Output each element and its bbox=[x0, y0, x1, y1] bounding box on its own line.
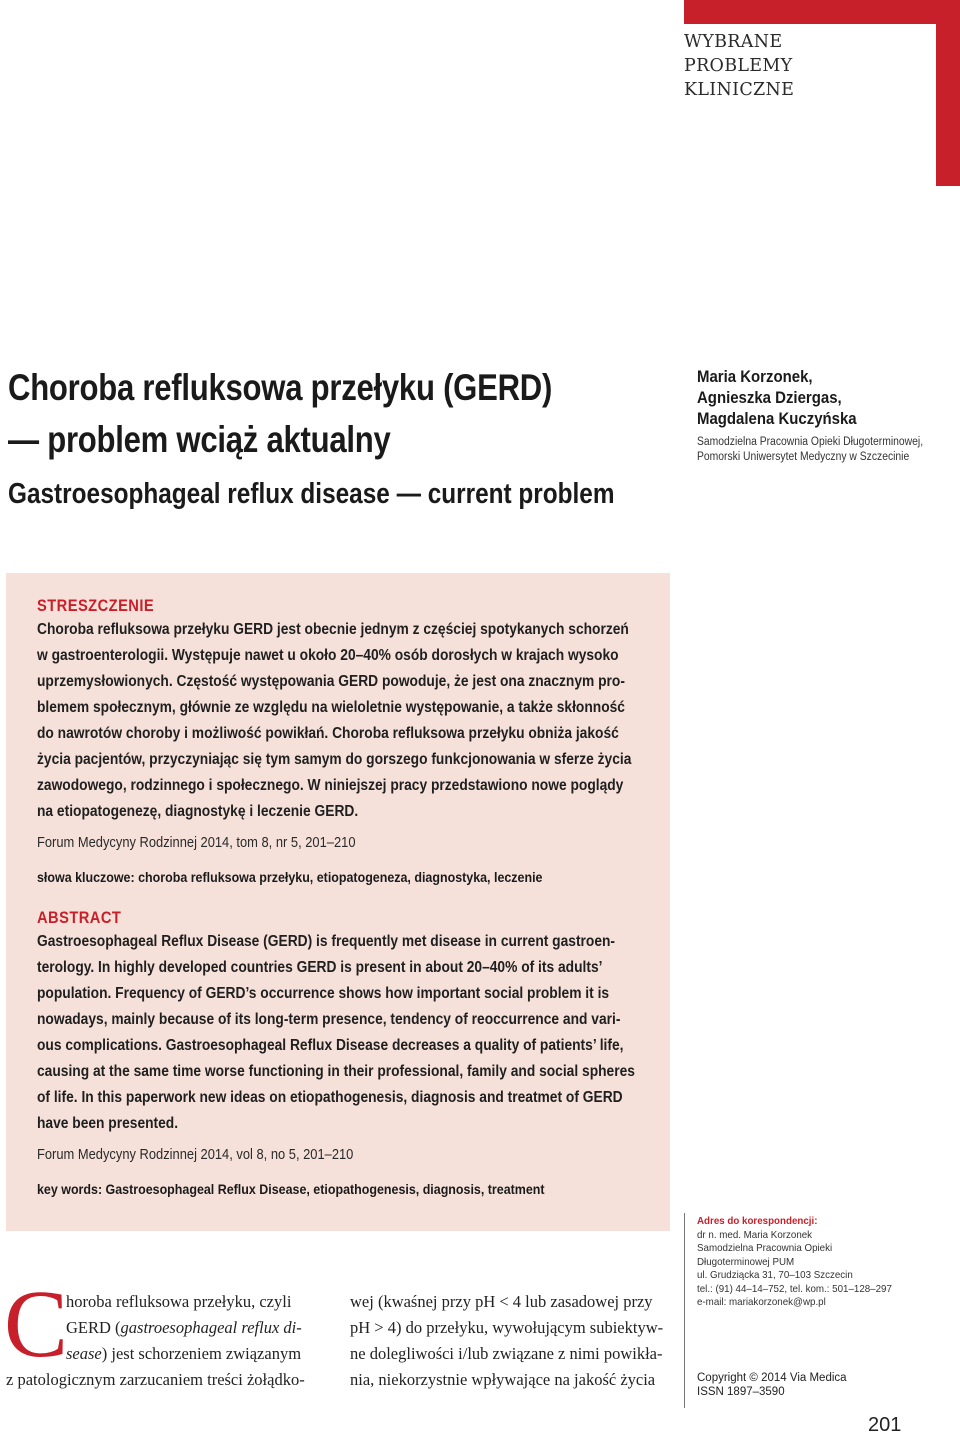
text-line: życia pacjentów, przyczyniając się tym samym do gorszego funkcjonowania w sferze życia bbox=[37, 751, 632, 768]
abstract-heading: ABSTRACT bbox=[37, 909, 122, 927]
streszczenie-heading: STRESZCZENIE bbox=[37, 597, 155, 615]
text-line: uprzemysłowionych. Częstość występowania GERD powoduje, że jest ona znacznym pro- bbox=[37, 673, 625, 690]
citation-english: Forum Medycyny Rodzinnej 2014, vol 8, no 5, 201–210 bbox=[37, 1147, 354, 1163]
correspondence-email: e-mail: mariakorzonek@wp.pl bbox=[697, 1296, 826, 1308]
text-line: na etiopatogenezę, diagnostykę i leczenie GERD. bbox=[37, 803, 359, 820]
issn-line: ISSN 1897–3590 bbox=[697, 1386, 785, 1398]
affiliation-line: Samodzielna Pracownia Opieki Długoterminowej, bbox=[697, 436, 924, 448]
author-names bbox=[697, 366, 926, 429]
correspondence-label: Adres do korespondencji: bbox=[697, 1215, 818, 1227]
section-label-line: PROBLEMY bbox=[684, 56, 793, 76]
keywords-polish: słowa kluczowe: choroba refluksowa przełyku, etiopatogeneza, diagnostyka, leczenie bbox=[37, 869, 543, 885]
keywords-english: key words: Gastroesophageal Reflux Disease, etiopathogenesis, diagnosis, treatment bbox=[37, 1181, 545, 1197]
drop-cap: C bbox=[4, 1270, 69, 1377]
page-number: 201 bbox=[868, 1414, 902, 1436]
body-line: nia, niekorzystnie wpływające na jakość życia bbox=[350, 1370, 656, 1389]
title-line: Choroba refluksowa przełyku (GERD) bbox=[8, 367, 553, 408]
text-line: terology. In highly developed countries GERD is present in about 20–40% of its adults’ bbox=[37, 959, 603, 976]
correspondence-line: dr n. med. Maria Korzonek bbox=[697, 1228, 813, 1241]
correspondence-line: ul. Grudziącka 31, 70–103 Szczecin bbox=[697, 1269, 853, 1281]
abstract-panel-content bbox=[37, 595, 642, 1199]
text-line: Choroba refluksowa przełyku GERD jest obecnie jednym z częściej spotykanych schorzeń bbox=[37, 621, 629, 638]
body-line: pH > 4) do przełyku, wywołującym subiektyw- bbox=[350, 1318, 664, 1337]
copyright-line: Copyright © 2014 Via Medica bbox=[697, 1372, 847, 1384]
column-divider bbox=[684, 1213, 685, 1408]
text-line: have been presented. bbox=[37, 1115, 179, 1132]
authors-block bbox=[697, 366, 957, 465]
text-line: population. Frequency of GERD’s occurrence shows how important social problem it is bbox=[37, 985, 610, 1002]
text-line: zawodowego, rodzinnego i społecznego. W niniejszej pracy przedstawiono nowe poglądy bbox=[37, 777, 624, 794]
affiliation-line: Pomorski Uniwersytet Medyczny w Szczecinie bbox=[697, 451, 910, 463]
citation-polish: Forum Medycyny Rodzinnej 2014, tom 8, nr 5, 201–210 bbox=[37, 835, 356, 851]
abstract-panel bbox=[6, 573, 670, 1231]
body-line: sease) jest schorzeniem związanym bbox=[66, 1344, 302, 1363]
author-name: Magdalena Kuczyńska bbox=[697, 409, 857, 428]
body-column-1 bbox=[6, 1289, 305, 1393]
body-line: ne dolegliwości i/lub związane z nimi powikła- bbox=[350, 1344, 663, 1363]
body-line: z patologicznym zarzucaniem treści żołądko- bbox=[6, 1370, 305, 1389]
body-line: horoba refluksowa przełyku, czyli bbox=[66, 1292, 292, 1311]
corner-accent-bar bbox=[684, 0, 960, 24]
text-line: w gastroenterologii. Występuje nawet u około 20–40% osób dorosłych w krajach wysoko bbox=[37, 647, 619, 664]
abstract-text bbox=[37, 929, 642, 1137]
text-line: causing at the same time worse functioning in their professional, family and social spheres bbox=[37, 1063, 635, 1080]
body-line: GERD (gastroesophageal reflux di- bbox=[66, 1318, 302, 1337]
section-label bbox=[684, 30, 924, 102]
body-line: wej (kwaśnej przy pH < 4 lub zasadowej przy bbox=[350, 1292, 653, 1311]
article-title-english: Gastroesophageal reflux disease — current problem bbox=[8, 478, 615, 510]
text-line: Gastroesophageal Reflux Disease (GERD) is frequently met disease in current gastroen- bbox=[37, 933, 616, 950]
text-line: of life. In this paperwork new ideas on etiopathogenesis, diagnosis and treatmet of GERD bbox=[37, 1089, 623, 1106]
correspondence-line: Samodzielna Pracownia Opieki bbox=[697, 1242, 833, 1254]
copyright-block bbox=[697, 1371, 847, 1399]
correspondence-box bbox=[697, 1215, 917, 1310]
author-affiliation bbox=[697, 435, 931, 465]
text-line: ous complications. Gastroesophageal Reflux Disease decreases a quality of patients’ life, bbox=[37, 1037, 624, 1054]
correspondence-line: tel.: (91) 44–14–752, tel. kom.: 501–128–297 bbox=[697, 1282, 892, 1295]
streszczenie-text bbox=[37, 617, 642, 825]
section-label-line: KLINICZNE bbox=[684, 80, 795, 100]
section-label-line: WYBRANE bbox=[684, 32, 783, 52]
corner-accent-side bbox=[936, 24, 960, 186]
correspondence-line: Długoterminowej PUM bbox=[697, 1255, 795, 1268]
title-line: — problem wciąż aktualny bbox=[8, 419, 391, 460]
body-column-2 bbox=[350, 1289, 663, 1393]
text-line: blemem społecznym, głównie ze względu na wieloletnie występowanie, a także skłonność bbox=[37, 699, 625, 716]
author-name: Agnieszka Dziergas, bbox=[697, 388, 842, 407]
author-name: Maria Korzonek, bbox=[697, 367, 813, 386]
article-title-polish bbox=[8, 362, 571, 466]
text-line: do nawrotów choroby i możliwość powikłań. Choroba refluksowa przełyku obniża jakość bbox=[37, 725, 619, 742]
text-line: nowadays, mainly because of its long-term presence, tendency of reoccurrence and vari- bbox=[37, 1011, 621, 1028]
